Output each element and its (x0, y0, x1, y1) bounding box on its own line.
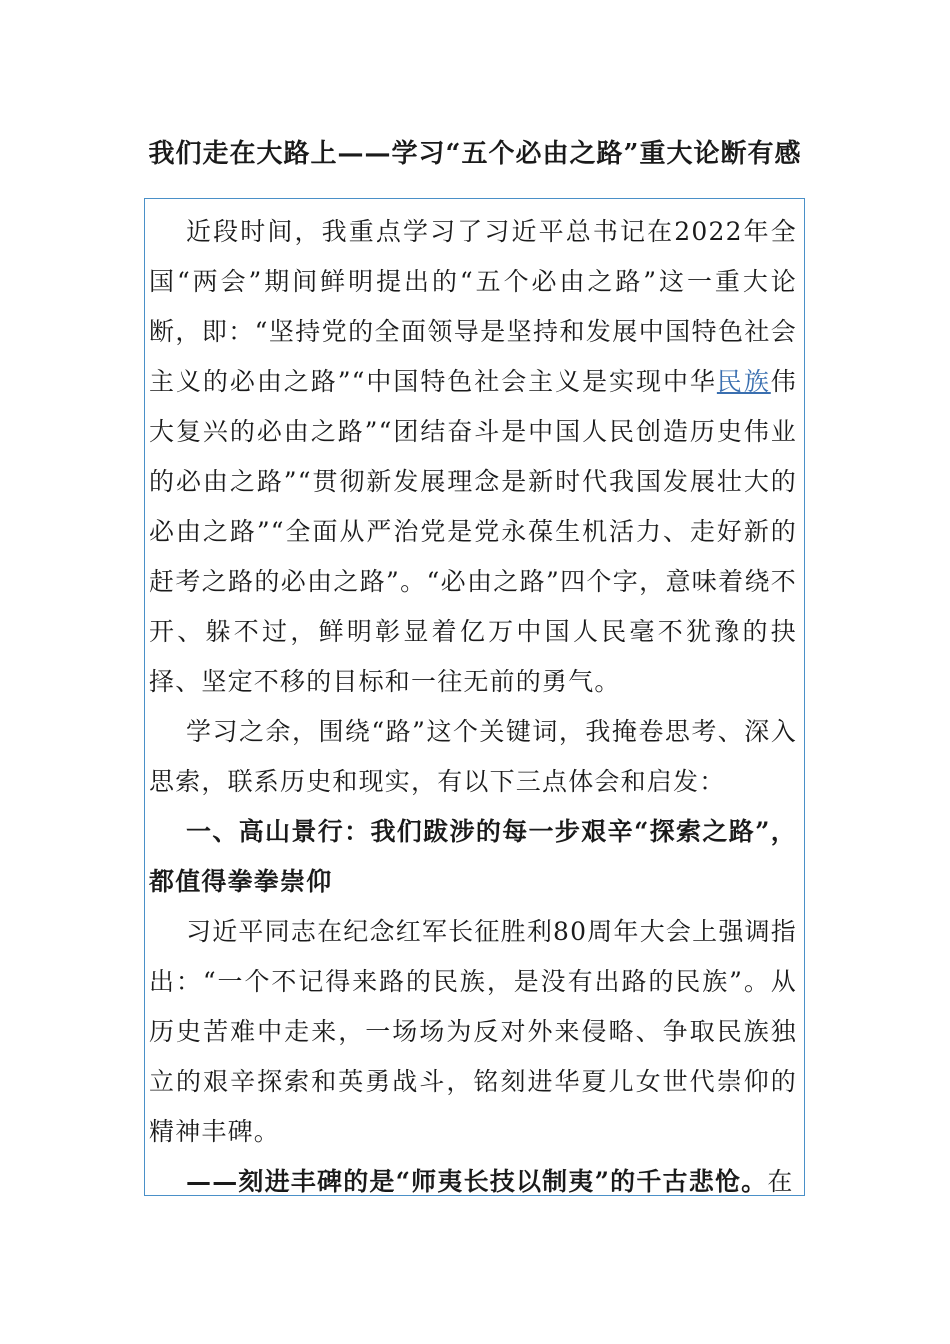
subheading-trailing-text: 在 (767, 1167, 794, 1196)
document-title: 我们走在大路上——学习“五个必由之路”重大论断有感 (148, 139, 802, 169)
paragraph-subheading (149, 1157, 797, 1196)
paragraph-intro-text-before: 近段时间，我重点学习了习近平总书记在2022年全国“两会”期间鲜明提出的“五个必由之路”这一重大论断，即：“坚持党的全面领导是坚持和发展中国特色社会主义的必由之路”“中国特色社会主义是实现中华 (149, 217, 797, 396)
paragraph-intro-text-after: 伟大复兴的必由之路”“团结奋斗是中国人民创造历史伟业的必由之路”“贯彻新发展理念是新时代我国发展壮大的必由之路”“全面从严治党是党永葆生机活力、走好新的赶考之路的必由之路”。“必由之路”四个字，意味着绕不开、躲不过，鲜明彰显着亿万中国人民毫不犹豫的抉择、坚定不移的目标和一往无前的勇气。 (149, 367, 797, 696)
subheading-bold-text: ——刻进丰碑的是“师夷长技以制夷”的千古悲怆。 (186, 1167, 768, 1196)
keyword-link-minzu[interactable]: 民族 (716, 367, 771, 396)
document-body (149, 207, 797, 1196)
text-frame (144, 198, 805, 1196)
paragraph-intro (149, 207, 797, 707)
section-heading-1: 一、高山景行：我们跋涉的每一步艰辛“探索之路”，都值得拳拳崇仰 (149, 817, 797, 896)
paragraph-history: 习近平同志在纪念红军长征胜利80周年大会上强调指出：“一个不记得来路的民族，是没有出路的民族”。从历史苦难中走来，一场场为反对外来侵略、争取民族独立的艰辛探索和英勇战斗，铭刻进华夏儿女世代崇仰的精神丰碑。 (149, 917, 797, 1146)
paragraph-reflection: 学习之余，围绕“路”这个关键词，我掩卷思考、深入思索，联系历史和现实，有以下三点体会和启发： (149, 717, 797, 796)
